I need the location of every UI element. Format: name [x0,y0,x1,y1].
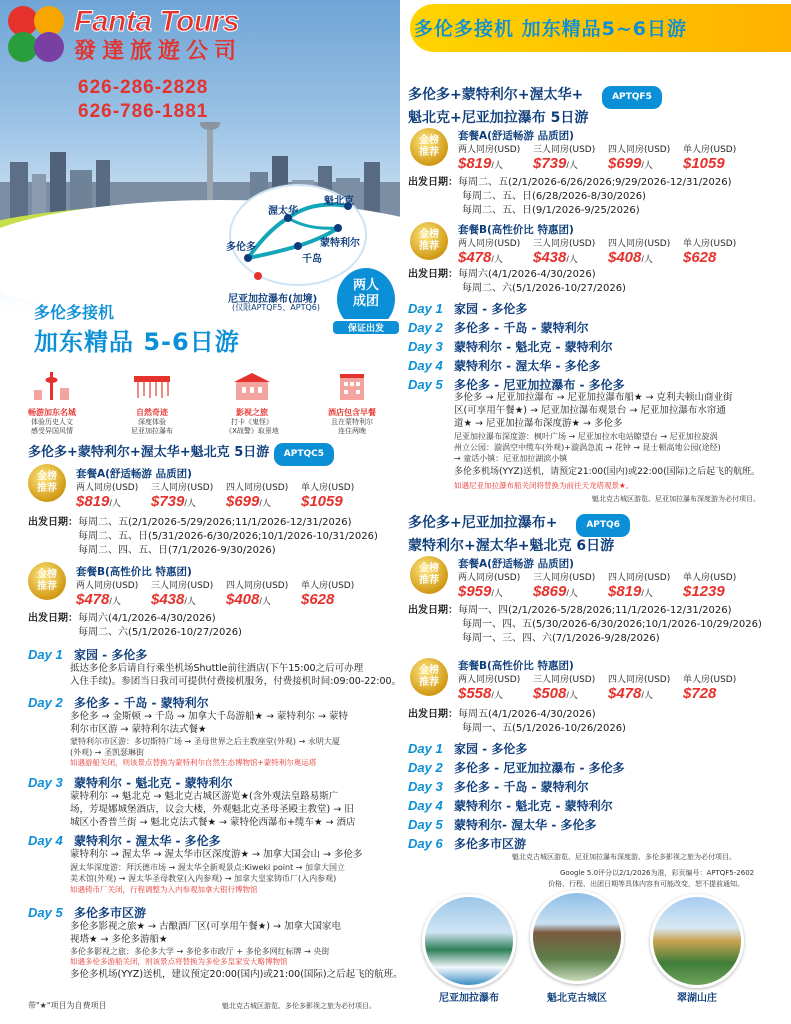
tour-title-aptq6: 多伦多+尼亚加拉瀑布+ APTQ6 蒙特利尔+渥太华+魁北克 6日游 [408,514,630,556]
day-description: 多伦多 → 尼亚加拉瀑布 → 尼亚加拉瀑布船★ → 克利夫顿山商业街 区(可享用午餐★) → 尼亚加拉瀑布观景台 → 尼亚加拉瀑布水帘通 道★ → 尼亚加拉瀑布深度游★ → 多伦多 [454,392,733,429]
package-a-prices: 两人同房(USD) $819/人 三人同房(USD) $739/人 四人同房(USD) $699/人 单人房(USD) $1059 [76,483,355,510]
tour-title-aptqc5: 多伦多+蒙特利尔+渥太华+魁北克 5日游 APTQC5 [28,443,334,466]
phone-1[interactable]: 626-286-2828 [78,77,209,98]
package-b-prices: 两人同房(USD) $478/人 三人同房(USD) $438/人 四人同房(USD) $408/人 单人房(USD) $628 [76,581,355,608]
package-a-name: 套餐A(舒适畅游 品质团) [458,558,574,570]
footnote-required: 魁北克古城区游览、尼亚加拉瀑布深度游为必付项目。 [592,495,760,503]
package-a-dates: 出发日期：每周二、五(2/1/2026-6/26/2026;9/29/2026-12/31/2026) 每周二、五、日(6/28/2026-8/30/2026) 每周二、五、日(9/1/2026-9/25/2026) [408,177,732,216]
gold-medal-icon: 金榜 推荐 [410,222,448,260]
itinerary-day: Day 4 蒙特利尔 - 渥太华 - 多伦多 [28,833,221,848]
itinerary-day: Day 4 蒙特利尔 - 魁北克 - 蒙特利尔 [408,798,613,813]
package-a-dates: 出发日期：每周一、四(2/1/2026-5/28/2026;11/1/2026-12/31/2026) 每周一、四、五(5/30/2026-6/30/2026;10/1/2026-10/29/2026) 每周一、三、四、六(7/1/2026-9/28/2026) [408,605,762,644]
footnote-required: 魁北克古城区游览、多伦多影视之旅为必付项目。 [222,1002,376,1010]
feature-item: 影视之旅 打卡《鬼怪》 《X战警》取景地 [214,370,290,436]
page-title: 加东精品 5-6日游 [34,328,240,356]
top-banner [400,0,791,56]
day-subdescription: 尼亚加拉瀑布深度游：枫叶广场 → 尼亚加拉水电站瞭望台 → 尼亚加拉旋涡 州立公园：漩涡空中缆车(外观)+漩涡急流 → 花钟 → 昆士顿高地公园(途经) → 童话小镇：尼亚加拉湖滨小镇 [454,432,721,463]
itinerary-day: Day 4 蒙特利尔 - 渥太华 - 多伦多 [408,358,601,373]
gold-medal-icon: 金榜 推荐 [410,658,448,696]
itinerary-day: Day 2 多伦多 - 千岛 - 蒙特利尔 [28,695,209,710]
package-a-name: 套餐A(舒适畅游 品质团) [76,468,192,480]
map-label-thousand-islands: 千岛 [302,254,322,265]
movie-building-icon [230,370,274,402]
disclaimer-line-2: 价格、行程、出团日期等具体内容有可能改变，恕不提前通知。 [548,880,744,888]
mont-tremblant-photo [650,894,744,988]
photo-caption: 翠湖山庄 [677,993,717,1004]
phone-numbers [78,76,208,124]
package-a-dates: 出发日期：每周二、五(2/1/2026-5/29/2026;11/1/2026-12/31/2026) 每周二、五、日(5/31/2026-6/30/2026;10/1/2026-10/31/2026) 每周二、四、五、日(7/1/2026-9/30/2026) [28,517,378,556]
itinerary-day: Day 1 家园 - 多伦多 [28,647,148,662]
guaranteed-departure-badge: 两人 成团 保证出发 [337,268,395,330]
hotel-icon [330,370,374,402]
cn-tower-icon [30,370,74,402]
day-description: 多伦多机场(YYZ)送机，建议预定20:00(国内)或21:00(国际)之后起飞的航班。 [70,969,403,980]
feature-item: 畅游加东名城 体验历史人文 感受异国风情 [14,370,90,436]
day-description: 多伦多影视之旅★ → 古酿酒厂区(可享用午餐★) → 加拿大国家电 视塔★ → 多伦多游船★ [70,921,341,945]
itinerary-day: Day 1 家园 - 多伦多 [408,741,528,756]
package-b-prices: 两人同房(USD) $558/人 三人同房(USD) $508/人 四人同房(USD) $478/人 单人房(USD) $728 [458,675,737,702]
package-a-prices: 两人同房(USD) $819/人 三人同房(USD) $739/人 四人同房(USD) $699/人 单人房(USD) $1059 [458,145,737,172]
photo-caption: 魁北克古城区 [547,993,607,1004]
feature-item: 酒店包含早餐 且在蒙特利尔 连住两晚 [314,370,390,436]
phone-2[interactable]: 626-786-1881 [78,101,209,122]
waterfall-icon [130,370,174,402]
niagara-falls-photo [422,894,516,988]
itinerary-day: Day 3 蒙特利尔 - 魁北克 - 蒙特利尔 [28,775,233,790]
package-b-name: 套餐B(高性价比 特惠团) [458,660,574,672]
itinerary-day: Day 3 蒙特利尔 - 魁北克 - 蒙特利尔 [408,339,613,354]
tour-title-aptqf5: 多伦多+蒙特利尔+渥太华+ APTQF5 魁北克+尼亚加拉瀑布 5日游 [408,86,662,128]
gold-medal-icon: 金榜 推荐 [28,464,66,502]
photo-caption: 尼亚加拉瀑布 [439,993,499,1004]
package-b-name: 套餐B(高性价比 特惠团) [458,224,574,236]
itinerary-day: Day 5 蒙特利尔- 渥太华 - 多伦多 [408,817,597,832]
package-b-dates: 出发日期：每周六(4/1/2026-4/30/2026) 每周二、六(5/1/2026-10/27/2026) [408,269,626,294]
map-label-ottawa: 渥太华 [268,206,298,217]
brand-name-zh: 發達旅遊公司 [74,38,243,64]
map-label-montreal: 蒙特利尔 [320,238,360,249]
itinerary-day: Day 2 多伦多 - 尼亚加拉瀑布 - 多伦多 [408,760,625,775]
package-b-prices: 两人同房(USD) $478/人 三人同房(USD) $438/人 四人同房(USD) $408/人 单人房(USD) $628 [458,239,737,266]
map-label-niagara: 尼亚加拉瀑布(加境) [228,294,318,305]
day-note: 如遇多伦多游船关闭，则该景点将替换为多伦多皇家安大略博物馆 [70,957,288,966]
gold-medal-icon: 金榜 推荐 [28,562,66,600]
map-label-quebec: 魁北克 [324,196,354,207]
map-label-toronto: 多伦多 [226,242,256,253]
disclaimer-line-1: Google 5.0评分以2/1/2026为准，彩页编号：APTQF5-2602 [560,869,755,877]
day-description: 蒙特利尔 → 渥太华 → 渥太华市区深度游★ → 加拿大国会山 → 多伦多 [70,849,363,860]
map-note: (仅限APTQF5、APTQ6) [232,303,320,312]
day-subdescription: 蒙特利尔市区游：多切斯特广场 → 圣母世界之后主教座堂(外观) → 永明大厦 (外观) → 圣凯瑟琳街 [70,737,340,757]
tour-code-badge: APTQC5 [274,443,334,466]
day-subdescription: 多伦多影视之旅：多伦多大学 → 多伦多市政厅 + 多伦多网红标牌 → 央街 [70,947,330,956]
day-note: 如遇铸币厂关闭，行程调整为入内参观加拿大银行博物馆 [70,885,258,894]
feature-item: 自然奇迹 深度体验 尼亚加拉瀑布 [114,370,190,436]
tour-code-badge: APTQ6 [576,514,630,537]
subtitle: 多伦多接机 [34,303,115,322]
day-description: 抵达多伦多后请自行乘坐机场Shuttle前往酒店(下午15:00之后可办理 入住手续)。参团当日我司可提供付费接机服务，付费接机时间:09:00-22:00。 [70,663,402,687]
footnote-required: 魁北克古城区游览、尼亚加拉瀑布深度游、多伦多影视之旅为必付项目。 [512,853,736,861]
tour-code-badge: APTQF5 [602,86,662,109]
day-description: 多伦多机场(YYZ)送机，请预定21:00(国内)或22:00(国际)之后起飞的航班。 [454,467,761,477]
logo-mark-icon [8,6,66,64]
route-map [228,180,368,290]
package-b-dates: 出发日期：每周六(4/1/2026-4/30/2026) 每周二、六(5/1/2026-10/27/2026) [28,613,242,638]
package-b-name: 套餐B(高性价比 特惠团) [76,566,192,578]
itinerary-day: Day 6 多伦多市区游 [408,836,527,851]
day-description: 蒙特利尔 → 魁北克 → 魁北克古城区游览★(含外观法皇路易斯广 场，芳堤娜城堡酒店，议会大楼，外观魁北克圣母圣殿主教堂) → 旧 城区小香普兰街 → 魁北克法式餐★ → 蒙特伦西瀑布+缆车★ → 酒店 [70,791,356,828]
day-note: 如遇尼亚加拉瀑布船关闭将替换为前往天龙塔观景★。 [454,481,634,490]
itinerary-day: Day 2 多伦多 - 千岛 - 蒙特利尔 [408,320,589,335]
day-subdescription: 渥太华深度游：拜沃德市场 → 渥太华全新观景点:Kiweki point → 加拿大国立 美术馆(外观) → 渥太华圣母教堂(入内参观) → 加拿大皇家铸币厂(入内参观) [70,863,346,883]
banner-title: 多伦多接机 加东精品5~6日游 [414,18,687,40]
brand-name-en: Fanta Tours [74,5,240,38]
brand-logo [8,6,242,64]
package-b-dates: 出发日期：每周五(4/1/2026-4/30/2026) 每周一、五(5/1/2026-10/26/2026) [408,709,626,734]
itinerary-day: Day 3 多伦多 - 千岛 - 蒙特利尔 [408,779,589,794]
gold-medal-icon: 金榜 推荐 [410,556,448,594]
footnote-star: 带"★"项目为自费项目 [28,1001,107,1010]
package-a-prices: 两人同房(USD) $959/人 三人同房(USD) $869/人 四人同房(USD) $819/人 单人房(USD) $1239 [458,573,737,600]
day-description: 多伦多 → 金斯顿 → 千岛 → 加拿大千岛游船★ → 蒙特利尔 → 蒙特 利尔市区游 → 蒙特利尔法式餐★ [70,711,349,735]
package-a-name: 套餐A(舒适畅游 品质团) [458,130,574,142]
itinerary-day: Day 1 家园 - 多伦多 [408,301,528,316]
gold-medal-icon: 金榜 推荐 [410,128,448,166]
day-note: 如遇游船关闭，则该景点替换为蒙特利尔自然生态博物馆+蒙特利尔奥运塔 [70,758,317,767]
feature-list [14,370,390,436]
itinerary-day: Day 5 多伦多市区游 [28,905,147,920]
itinerary-day: Day 5 多伦多 - 尼亚加拉瀑布 - 多伦多 [408,377,625,392]
quebec-old-town-photo [530,890,624,984]
